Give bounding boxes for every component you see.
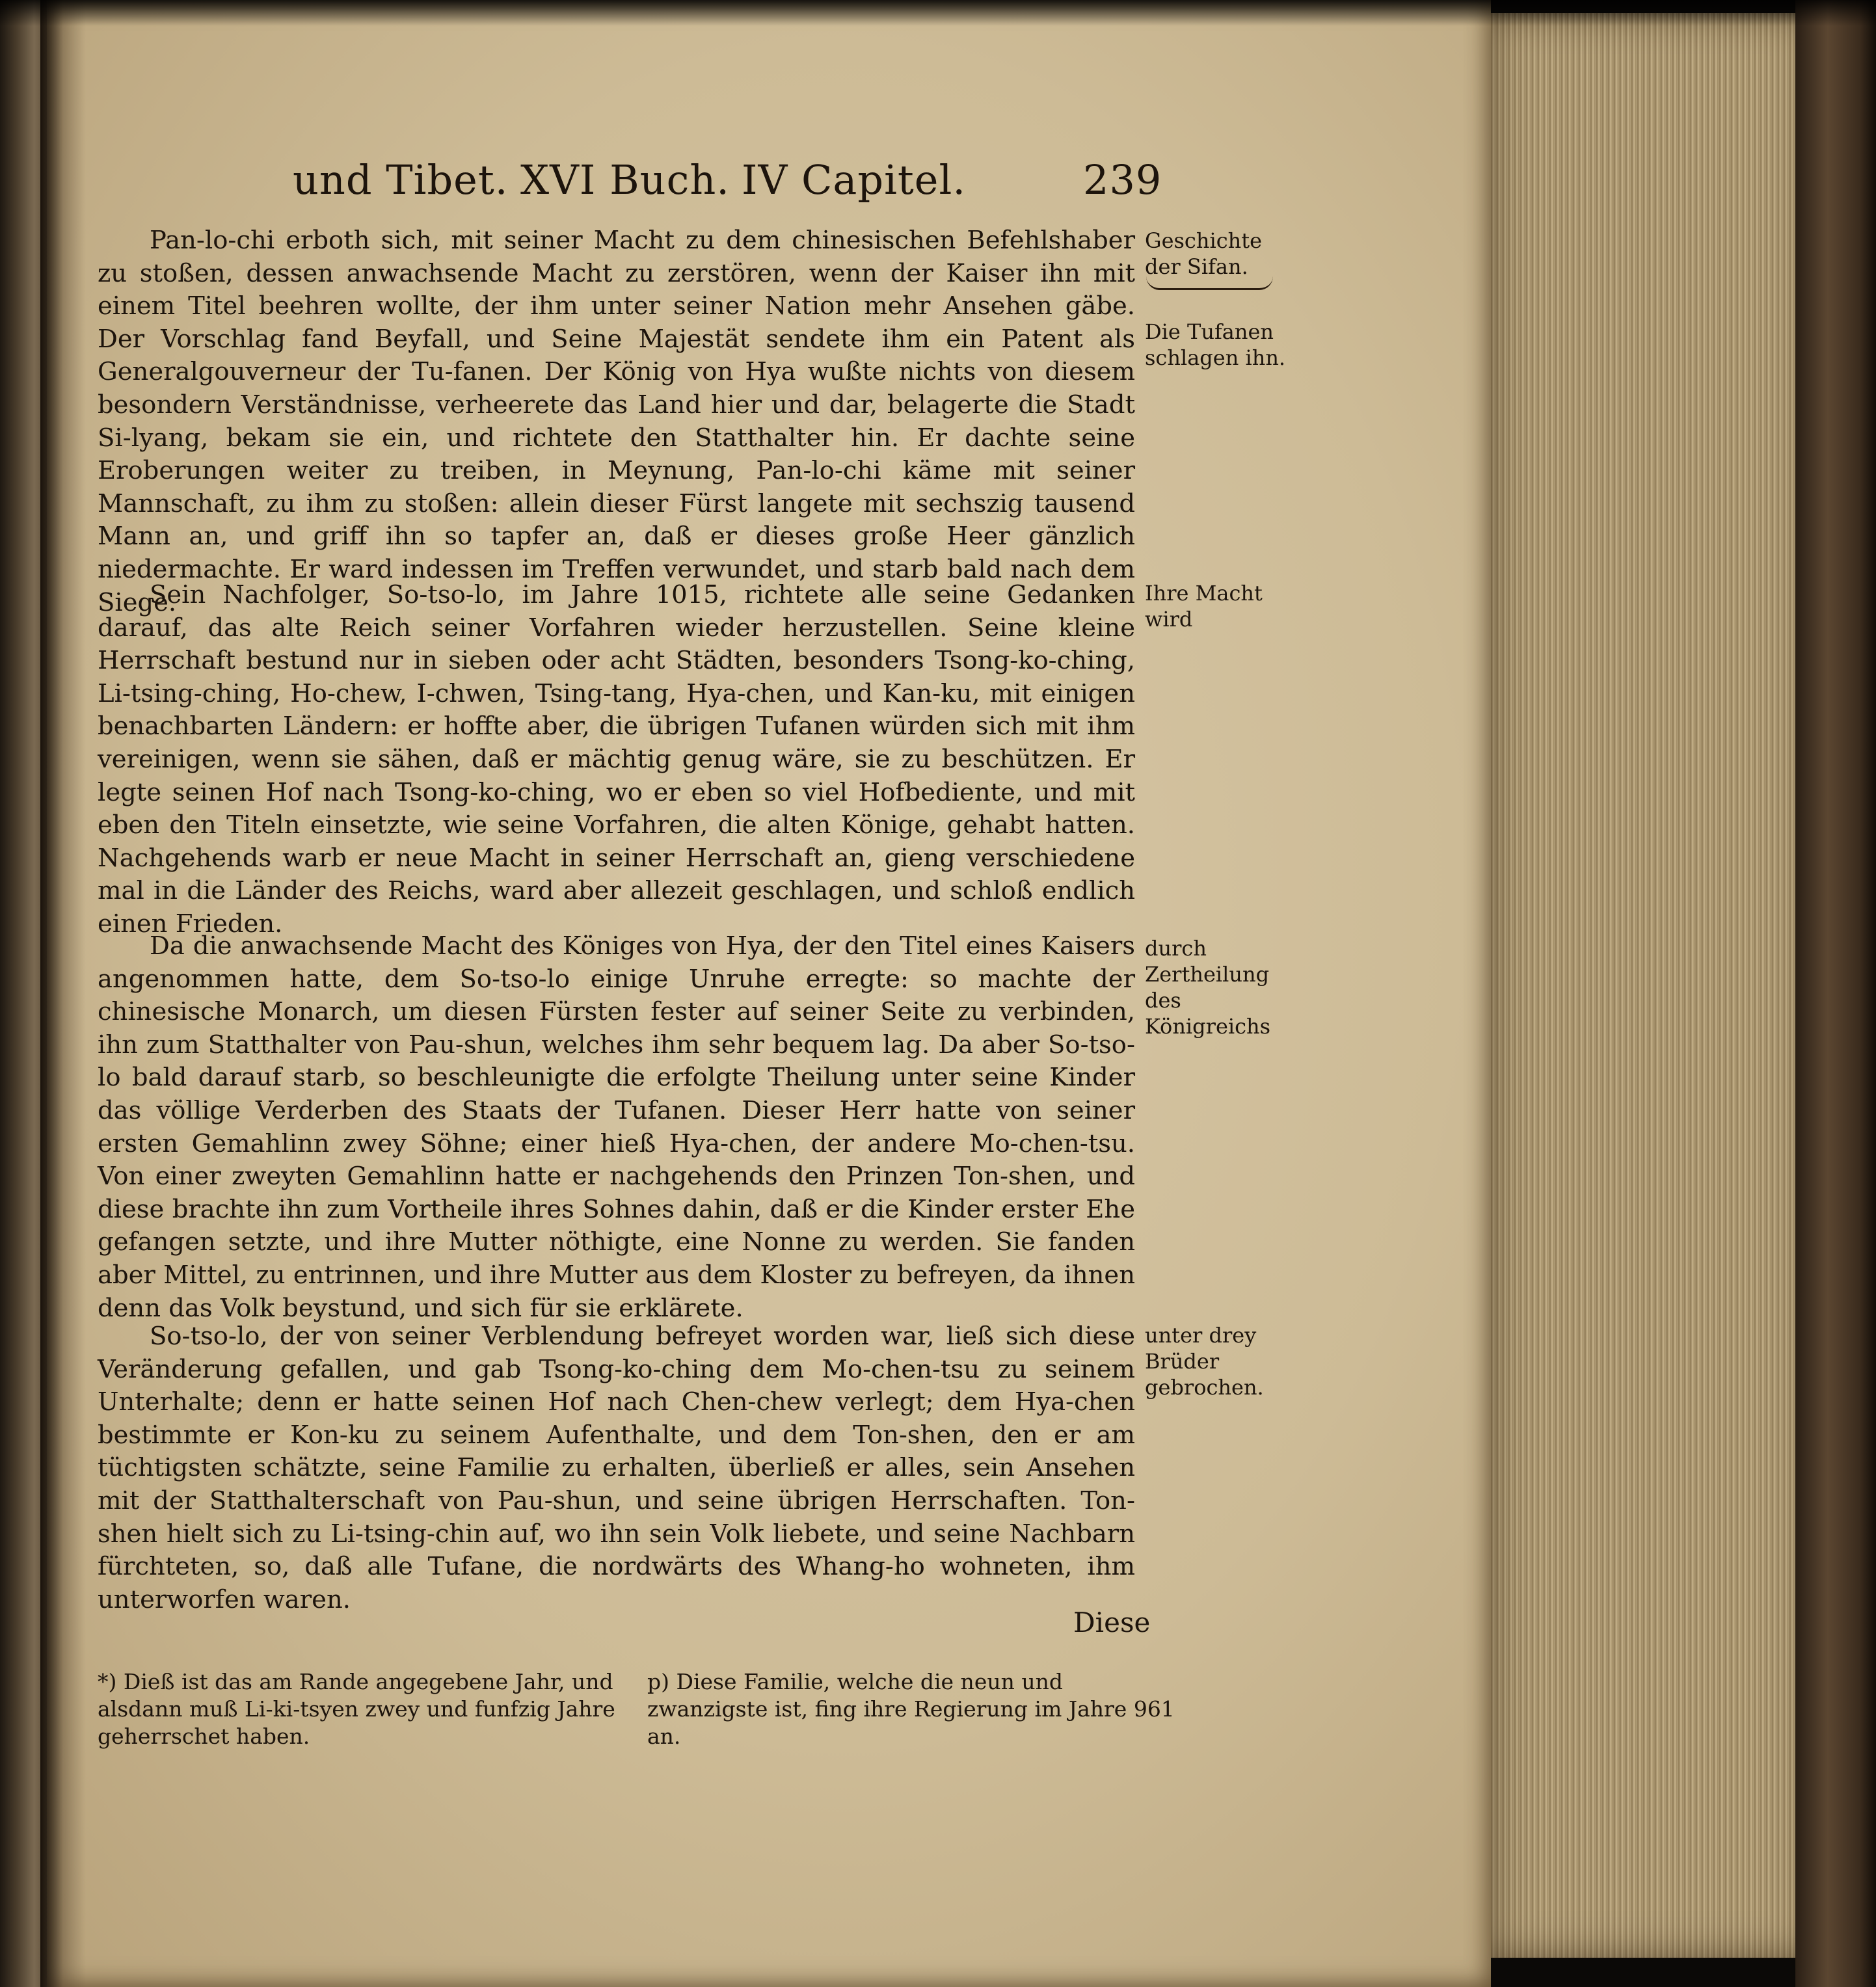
running-header-left: und Tibet. bbox=[293, 156, 509, 204]
paragraph-2-block bbox=[98, 579, 1135, 941]
margin-note-2: Die Tufanen schlagen ihn. bbox=[1145, 319, 1286, 370]
top-shadow bbox=[0, 0, 1876, 26]
page-number: 239 bbox=[1083, 156, 1162, 204]
margin-note-1: Geschichte der Sifan. bbox=[1145, 228, 1263, 279]
gutter-shadow bbox=[40, 0, 86, 1987]
catchword: Diese bbox=[1073, 1607, 1151, 1638]
footnote-right: p) Diese Familie, welche die neun und zwanzigste ist, fing ihre Regierung im Jahre 961 an. bbox=[647, 1669, 1175, 1749]
margin-note-4: durch Zertheilung des Königreichs bbox=[1145, 936, 1271, 1039]
running-header-chapter: IV Capitel. bbox=[742, 156, 967, 204]
paragraph-2: Sein Nachfolger, So-tso-lo, im Jahre 1015, richtete alle seine Gedanken darauf, das alte Reich seiner Vorfahren wieder herzustellen. Seine kleine Herrschaft bestund nur in sieben oder acht Städten, besonders Tsong-ko-ching, Li-tsing-ching, Ho-chew, I-chwen, Tsing-tang, Hya-chen, und Kan-ku, mit einigen benachbarten Ländern: er hoffte aber, die übrigen Tufanen würden sich mit ihm vereinigen, wenn sie sähen, daß er mächtig genug wäre, sie zu beschützen. Er legte seinen Hof nach Tsong-ko-ching, wo er eben so viel Hofbediente, und mit eben den Titeln einsetzte, wie seine Vorfahren, die alten Könige, gehabt hatten. Nachgehends warb er neue Macht in seiner Herrschaft an, gieng verschiedene mal in die Länder des Reichs, ward aber allezeit geschlagen, und schloß endlich einen Frieden. bbox=[98, 580, 1135, 939]
running-header-book: XVI Buch. bbox=[520, 156, 730, 204]
margin-brace bbox=[1146, 276, 1273, 290]
margin-note-5: unter drey Brüder gebrochen. bbox=[1145, 1323, 1264, 1400]
page-edges bbox=[1490, 13, 1815, 1958]
footnote-left: *) Dieß ist das am Rande angegebene Jahr, und alsdann muß Li-ki-tsyen zwey und funfzig Jahre geherrschet haben. bbox=[98, 1669, 615, 1749]
paragraph-3: Da die anwachsende Macht des Königes von Hya, der den Titel eines Kaisers angenommen hatte, dem So-tso-lo einige Unruhe erregte: so machte der chinesische Monarch, um diesen Fürsten fester auf seiner Seite zu verbinden, ihn zum Statthalter von Pau-shun, welches ihm sehr bequem lag. Da aber So-tso-lo bald darauf starb, so beschleunigte die erfolgte Theilung unter seine Kinder das völlige Verderben des Staats der Tufanen. Dieser Herr hatte von seiner ersten Gemahlinn zwey Söhne; einer hieß Hya-chen, der andere Mo-chen-tsu. Von einer zweyten Gemahlinn hatte er nachgehends den Prinzen Ton-shen, und diese brachte ihn zum Vortheile ihres Sohnes dahin, daß er die Kinder erster Ehe gefangen setzte, und ihre Mutter nöthigte, eine Nonne zu werden. Sie fanden aber Mittel, zu entrinnen, und ihre Mutter aus dem Kloster zu befreyen, da ihnen denn das Volk beystund, und sich für sie erklärete. bbox=[98, 931, 1135, 1323]
paragraph-3-block bbox=[98, 930, 1135, 1325]
paragraph-1: Pan-lo-chi erboth sich, mit seiner Macht zu dem chinesischen Befehlshaber zu stoßen, dessen anwachsende Macht zu zerstören, wenn der Kaiser ihn mit einem Titel beehren wollte, der ihm unter seiner Nation mehr Ansehen gäbe. Der Vorschlag fand Beyfall, und Seine Majestät sendete ihm ein Patent als Generalgouverneur der Tu-fanen. Der König von Hya wußte nichts von diesem besondern Verständnisse, verheerete das Land hier und dar, belagerte die Stadt Si-lyang, bekam sie ein, und richtete den Statthalter hin. Er dachte seine Eroberungen weiter zu treiben, in Meynung, Pan-lo-chi käme mit seiner Mannschaft, zu ihm zu stoßen: allein dieser Fürst langete mit sechszig tausend Mann an, und griff ihn so tapfer an, daß er dieses große Heer gänzlich niedermachte. Er ward indessen im Treffen verwundet, und starb bald nach dem Siege. bbox=[98, 226, 1135, 617]
book-cover-edge bbox=[1795, 0, 1876, 1987]
paragraph-4-block bbox=[98, 1320, 1135, 1616]
paragraph-1-block bbox=[98, 224, 1135, 619]
margin-note-3: Ihre Macht wird bbox=[1145, 581, 1263, 632]
paragraph-4: So-tso-lo, der von seiner Verblendung befreyet worden war, ließ sich diese Veränderung gefallen, und gab Tsong-ko-ching dem Mo-chen-tsu zu seinem Unterhalte; denn er hatte seinen Hof nach Chen-chew verlegt; dem Hya-chen bestimmte er Kon-ku zu seinem Aufenthalte, und dem Ton-shen, den er am tüchtigsten schätzte, seine Familie zu erhalten, überließ er alles, sein Ansehen mit der Statthalterschaft von Pau-shun, und seine übrigen Herrschaften. Ton-shen hielt sich zu Li-tsing-chin auf, wo ihn sein Volk liebete, und seine Nachbarn fürchteten, so, daß alle Tufane, die nordwärts des Whang-ho wohneten, ihm unterworfen waren. bbox=[98, 1322, 1135, 1614]
